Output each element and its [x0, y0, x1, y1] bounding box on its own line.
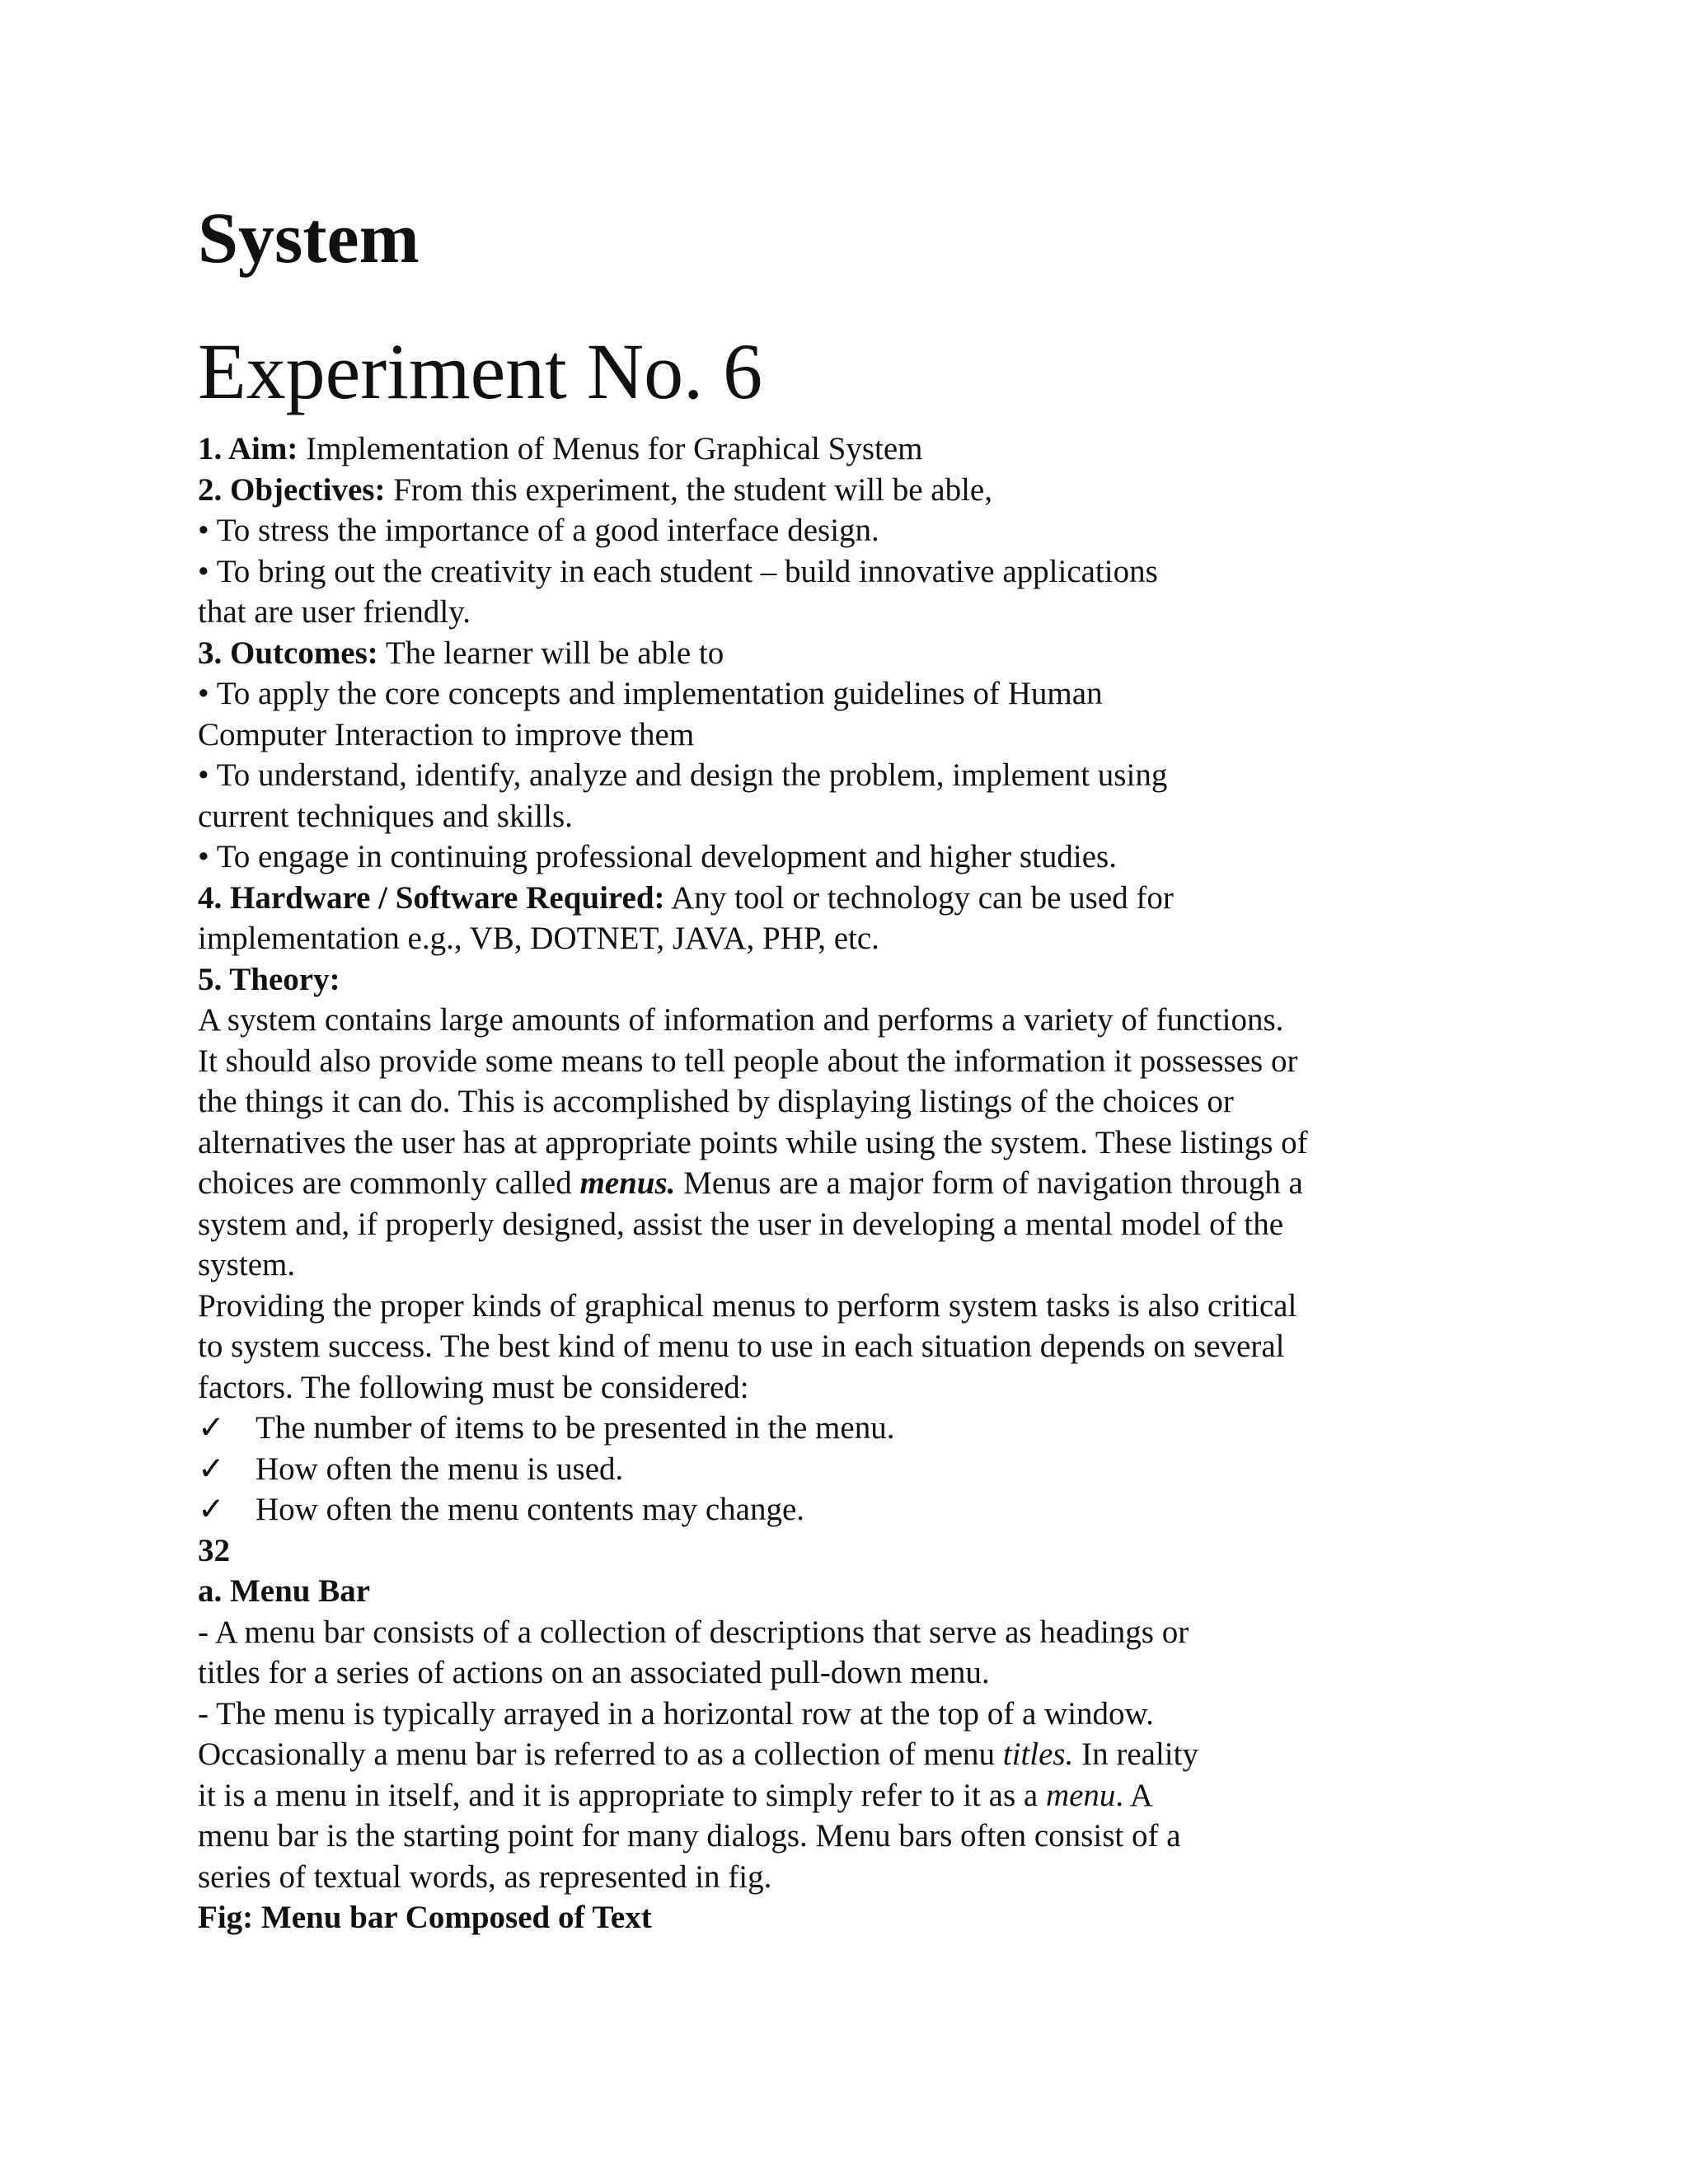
menu-bar-line: [198, 1734, 1599, 1775]
hardware-line-2: implementation e.g., VB, DOTNET, JAVA, PHP, etc.: [198, 921, 879, 956]
checklist-text: The number of items to be presented in the menu.: [256, 1410, 895, 1446]
menu-bar-text: Occasionally a menu bar is referred to as a collection of menu: [198, 1736, 1003, 1772]
aim-label: 1. Aim:: [198, 431, 298, 466]
document-body: [198, 429, 1599, 1938]
outcomes-label: 3. Outcomes:: [198, 635, 378, 671]
check-icon: ✓: [198, 1410, 225, 1446]
objective-item: • To stress the importance of a good interface design.: [198, 513, 879, 548]
theory-paragraph-line: [198, 1163, 1599, 1204]
page-number: 32: [198, 1532, 230, 1568]
outcome-item: • To engage in continuing professional development and higher studies.: [198, 839, 1117, 874]
theory-text: Menus are a major form of navigation through a: [675, 1165, 1303, 1201]
checklist-text: How often the menu contents may change.: [256, 1492, 805, 1527]
aim-line: [198, 429, 1599, 470]
hardware-text: Any tool or technology can be used for: [664, 879, 1174, 916]
outcome-item: Computer Interaction to improve them: [198, 716, 695, 752]
outcome-item: current techniques and skills.: [198, 798, 573, 834]
outcome-item: • To apply the core concepts and implementation guidelines of Human: [198, 676, 1103, 711]
document-content: [198, 198, 1599, 1938]
menu-bar-heading: a. Menu Bar: [198, 1573, 371, 1609]
objectives-label: 2. Objectives:: [198, 471, 386, 508]
theory-paragraph-line: It should also provide some means to tell people about the information it possesses or: [198, 1043, 1298, 1079]
menu-bar-line: [198, 1775, 1599, 1816]
theory-paragraph-line: to system success. The best kind of menu to use in each situation depends on several: [198, 1329, 1285, 1364]
hardware-label: 4. Hardware / Software Required:: [198, 879, 665, 916]
outcomes-line: [198, 633, 1599, 674]
menu-bar-line: titles for a series of actions on an associated pull-down menu.: [198, 1655, 990, 1690]
titles-emphasis: titles.: [1002, 1736, 1074, 1772]
theory-text: choices are commonly called: [198, 1165, 580, 1201]
objectives-text: From this experiment, the student will be able,: [385, 471, 992, 508]
menu-bar-text: it is a menu in itself, and it is appropriate to simply refer to it as a: [198, 1777, 1046, 1813]
theory-paragraph-line: factors. The following must be considered:: [198, 1369, 749, 1405]
menu-bar-line: - A menu bar consists of a collection of descriptions that serve as headings or: [198, 1614, 1189, 1650]
menu-bar-text: . A: [1115, 1777, 1153, 1813]
outcome-item: • To understand, identify, analyze and design the problem, implement using: [198, 757, 1168, 793]
theory-label: 5. Theory:: [198, 961, 340, 997]
experiment-title: Experiment No. 6: [198, 327, 763, 415]
check-icon: ✓: [198, 1492, 225, 1527]
theory-paragraph-line: Providing the proper kinds of graphical menus to perform system tasks is also critical: [198, 1287, 1297, 1324]
menu-emphasis: menu: [1045, 1777, 1116, 1813]
checklist-item: [198, 1408, 1599, 1449]
theory-paragraph-line: system and, if properly designed, assist the user in developing a mental model of the: [198, 1206, 1284, 1242]
hardware-line: [198, 878, 1599, 919]
menu-bar-line: - The menu is typically arrayed in a horizontal row at the top of a window.: [198, 1695, 1154, 1732]
outcomes-text: The learner will be able to: [377, 635, 724, 671]
theory-paragraph-line: system.: [198, 1247, 296, 1282]
aim-text: Implementation of Menus for Graphical System: [298, 431, 923, 466]
objective-item: that are user friendly.: [198, 594, 471, 630]
objective-item: • To bring out the creativity in each student – build innovative applications: [198, 553, 1158, 589]
objectives-line: [198, 470, 1599, 511]
menu-bar-line: series of textual words, as represented in fig.: [198, 1858, 772, 1895]
theory-paragraph-line: alternatives the user has at appropriate points while using the system. These listings of: [198, 1124, 1308, 1160]
check-icon: ✓: [198, 1451, 225, 1487]
theory-paragraph-line: the things it can do. This is accomplished by displaying listings of the choices or: [198, 1084, 1234, 1119]
checklist-text: How often the menu is used.: [256, 1451, 624, 1487]
checklist-item: [198, 1489, 1599, 1530]
menu-bar-text: In reality: [1073, 1736, 1198, 1772]
figure-caption: Fig: Menu bar Composed of Text: [198, 1900, 652, 1935]
checklist-item: [198, 1449, 1599, 1490]
theory-paragraph-line: A system contains large amounts of information and performs a variety of functions.: [198, 1002, 1284, 1038]
section-title: System: [198, 199, 420, 279]
menu-bar-line: menu bar is the starting point for many dialogs. Menu bars often consist of a: [198, 1818, 1181, 1854]
menus-emphasis: menus.: [579, 1165, 676, 1201]
